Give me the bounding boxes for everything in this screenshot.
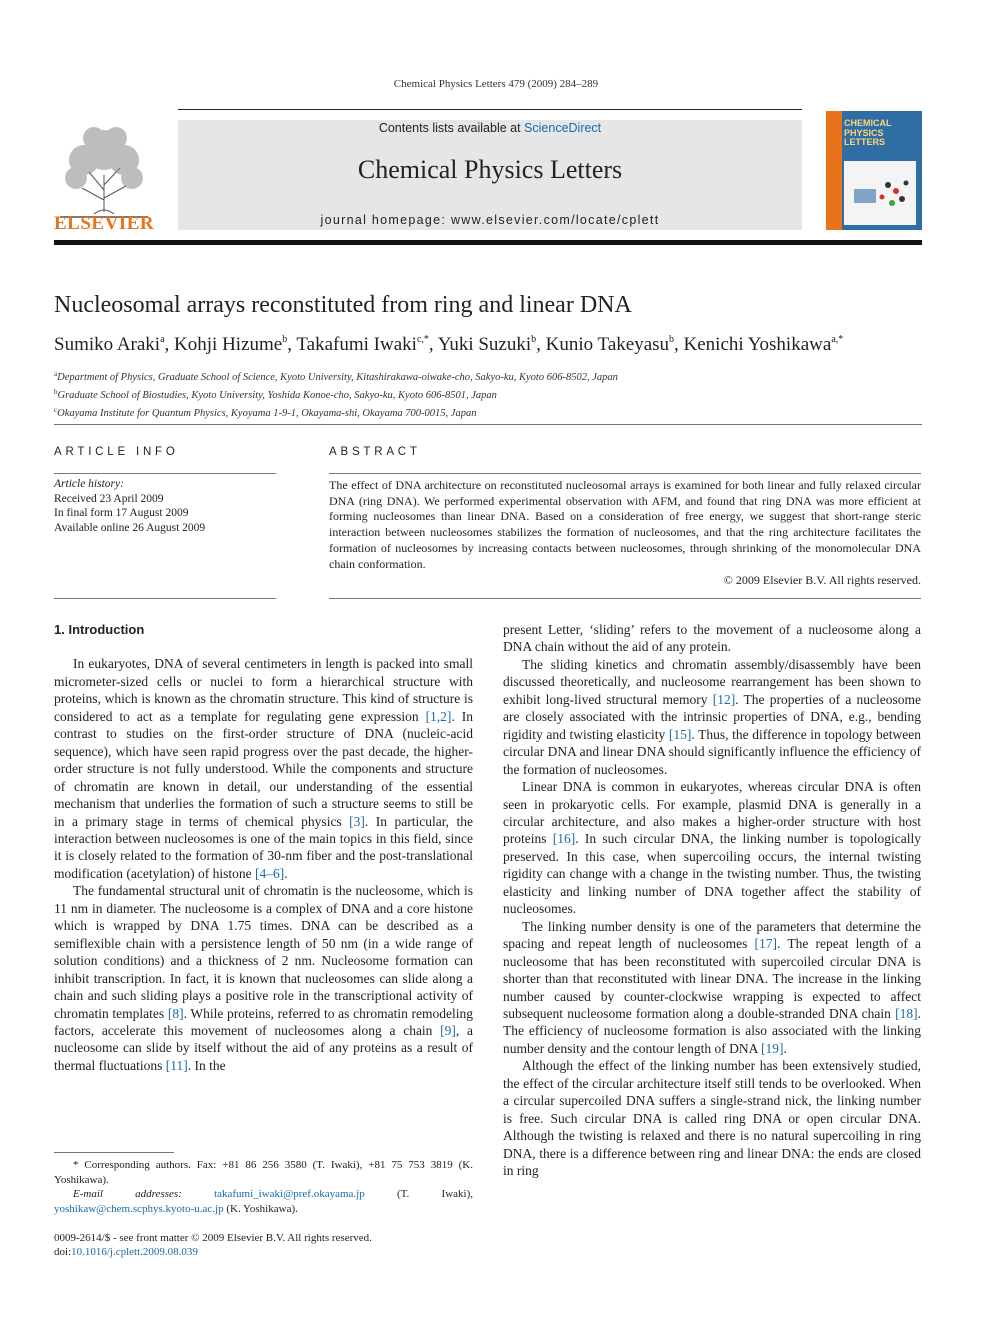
text-run: . The repeat length of a nucleosome that has been reconstituted with supercoiled circular DNA is shorter than that reconstituted with linear DNA. The increase in the linking number caused by counter-clockwise wrapping is expected to affect subsequent nucleosome formation along a double-stranded DNA chain [503,936,921,1021]
author-separator: , [428,334,438,355]
front-matter-info [54,1231,554,1259]
section-heading: 1. Introduction [54,622,145,637]
citation-link[interactable]: [12] [712,691,736,707]
email-link[interactable]: takafumi_iwaki@pref.okayama.jp [214,1188,365,1200]
author-separator: , [287,334,297,355]
author: Kenichi Yoshikawa [683,334,832,355]
citation-link[interactable]: [1,2] [425,708,452,724]
author-affil-mark[interactable]: b [669,334,675,345]
paragraph: present Letter, ‘sliding’ refers to the movement of a nucleosome along a DNA chain without the aid of any protein. [503,622,921,655]
article-info-rule [54,473,276,474]
article-history [54,477,276,535]
author-separator: , [536,334,546,355]
citation-link[interactable]: [4–6] [254,865,285,881]
doi-link[interactable]: 10.1016/j.cplett.2009.08.039 [71,1246,198,1258]
history-final-form: In final form 17 August 2009 [54,507,189,519]
abstract-copyright: © 2009 Elsevier B.V. All rights reserved. [723,573,921,587]
abstract-rule [329,473,921,474]
author: Takafumi Iwaki [296,334,417,355]
affiliation [54,367,934,385]
text-run: The linking number density is one of the parameters that determine the spacing and repeat length of nucleosomes [503,918,921,952]
cover-illustration [844,161,916,225]
text-run: The fundamental structural unit of chromatin is the nucleosome, which is 11 nm in diameter. The nucleosome is a complex of DNA and a core histone which is wrapped by DNA 1.75 times. DNA can be described as a semiflexible chain with a persistence length of 50 nm (in a wide range of solution conditions) and a thickness of 2 nm. Nucleosome formation can inhibit transcription. In fact, it is known that nucleosomes can slide along a chain and such sliding plays a positive role in the transcriptional activity of chromatin templates [54,883,473,1021]
citation-link[interactable]: [15] [668,726,692,742]
issn-line: 0009-2614/$ - see front matter © 2009 Elsevier B.V. All rights reserved. [54,1232,372,1244]
journal-homepage[interactable]: journal homepage: www.elsevier.com/locate/cplett [320,213,660,227]
footnotes [54,1158,473,1216]
affiliation-mark: b [54,388,58,396]
affiliation [54,385,934,403]
journal-name: Chemical Physics Letters [357,155,623,184]
text-run: . In contrast to studies on the first-order structure of DNA (nucleic-acid sequence), which have seen rapid progress over the past decade, the higher-order structure is not fully understood. While the components and structure of chromatin are known in detail, our understanding of the essential mechanism that underlies the formation of such a structure seems to still be in a primary stage in terms of chemical physics [54,708,474,829]
affiliation-text: Graduate School of Biostudies, Kyoto University, Yoshida Konoe-cho, Sakyo-ku, Kyoto 606-8501, Japan [57,390,497,401]
author-list [54,334,934,356]
affiliation [54,403,934,421]
body-left-column [54,621,473,1074]
paragraph: Although the effect of the linking number has been extensively studied, the effect of the circular architecture itself still tends to be overlooked. When a circular supercoiled DNA suffers a single-strand nick, the linking number is free. Such circular DNA is called ring DNA or open circular DNA. Although the twisting is relaxed and there is no natural supercoiling in ring DNA, there is a difference between ring and linear DNA: the ends are closed in ring [503,1058,921,1179]
journal-cover-image [826,111,922,230]
author: Yuki Suzuki [437,334,532,355]
author-separator: , [674,334,684,355]
paragraph [503,778,921,918]
paragraph [503,918,921,1058]
elsevier-wordmark: ELSEVIER [54,213,155,234]
author-separator: , [164,334,175,355]
email-owner: (T. Iwaki), [364,1188,473,1200]
text-run: Linear DNA is common in eukaryotes, whereas circular DNA is often seen in prokaryotic cells. For example, plasmid DNA is generally in a circular architecture, and also makes a higher-order structure with host proteins [503,779,921,847]
affiliation-text: Okayama Institute for Quantum Physics, Kyoyama 1-9-1, Okayama-shi, Okayama 700-0015, Japan [57,408,477,419]
text-run: , a nucleosome can slide by itself without the aid of any proteins as a result of thermal fluctuations [54,1022,473,1073]
text-run: . While proteins, referred to as chromatin remodeling factors, accelerate this movement of nucleosomes along a chain [54,1005,473,1038]
citation-link[interactable]: [18] [895,1005,918,1021]
affiliation-mark: c [54,406,58,414]
text-run: . In particular, the interaction between nucleosomes is one of the main topics in this field, since it is closely related to the formation of 30-nm fiber and the post-translational modification (acetylation) of histone [54,813,473,881]
corresponding-author-note: * Corresponding authors. Fax: +81 86 256 3580 (T. Iwaki), +81 75 753 3819 (K. Yoshikawa). [54,1159,473,1186]
affiliations [54,367,934,421]
article-title: Nucleosomal arrays reconstituted from ring and linear DNA [54,292,632,318]
journal-citation: Chemical Physics Letters 479 (2009) 284–289 [393,78,599,90]
paragraph [503,656,921,778]
citation-link[interactable]: [11] [165,1057,188,1073]
article-info-heading: ARTICLE INFO [54,446,179,458]
affiliation-mark: a [54,370,58,378]
author-affil-mark[interactable]: c,* [416,334,429,345]
abstract-text: The effect of DNA architecture on reconstituted nucleosomal arrays is examined for both linear and fully relaxed circular DNA (ring DNA). We performed experimental observation with AFM, and found that ring DNA was more efficient at forming nucleosomes than linear DNA. Based on a consideration of free energy, we suggest that short-range steric interaction between nucleosomes stabilizes the formation of nucleosomes, and that the ring architecture facilitates the formation of nucleosomes by increasing contacts between nucleosomes, through shrinking of the monomolecular DNA chain conformation. [329,478,921,571]
citation-link[interactable]: [16] [552,831,576,847]
text-run: . In the [187,1057,226,1073]
paragraph [54,655,473,882]
email-link[interactable]: yoshikaw@chem.scphys.kyoto-u.ac.jp [54,1202,224,1215]
cover-title: CHEMICAL PHYSICS LETTERS [844,118,892,147]
text-run: . The efficiency of nucleosome formation is also associated with the linking number density and the contour length of DNA [503,1005,921,1056]
abstract-heading: ABSTRACT [329,446,421,458]
author-affil-mark[interactable]: a,* [831,334,844,345]
body-right-column [503,621,921,1180]
text-run: . [783,1040,787,1056]
doi-line [54,1245,554,1259]
article-info-bottom-rule [54,598,276,599]
text-run: . Thus, the difference in topology between circular DNA and linear DNA should significantly influence the efficiency of the formation of nucleosomes. [503,726,921,777]
sciencedirect-link[interactable]: ScienceDirect [524,121,602,135]
history-received: Received 23 April 2009 [54,492,164,505]
footnote-rule [54,1152,174,1153]
affiliation-text: Department of Physics, Graduate School of Science, Kyoto University, Kitashirakawa-oiwake-cho, Sakyo-ku, Kyoto 606-8502, Japan [57,372,618,383]
history-online: Available online 26 August 2009 [54,521,206,534]
citation-link[interactable]: [17] [754,936,778,952]
author: Kunio Takeyasu [545,334,670,355]
text-run: The sliding kinetics and chromatin assembly/disassembly have been discussed theoretically, and nucleosome rearrangement has been shown to exhibit long-lived structural memory [503,656,921,707]
abstract-bottom-rule [329,598,921,599]
email-label: E-mail addresses: [73,1188,215,1200]
contents-prefix: Contents lists available at [378,121,525,135]
header-thick-rule [54,240,922,245]
cover-molecule-graphic [844,161,916,225]
author: Sumiko Araki [54,334,161,355]
author-affil-mark[interactable]: b [282,334,288,345]
text-run: In eukaryotes, DNA of several centimeters in length is packed into small micrometer-sized cells or nuclei to form a hierarchical structure with proteins, which is known as the chromatin structure. This kind of structure is considered to act as a template for regulating gene expression [54,656,473,724]
citation-link[interactable]: [9] [440,1022,456,1038]
history-label: Article history: [54,478,124,490]
citation-link[interactable]: [3] [349,813,365,829]
citation-link[interactable]: [8] [167,1005,184,1021]
email-owner: (K. Yoshikawa). [223,1202,298,1215]
citation-link[interactable]: [19] [760,1040,784,1056]
header-top-rule [178,109,802,110]
author-affil-mark[interactable]: a [160,334,165,345]
contents-line [178,121,802,135]
doi-label: doi: [54,1246,72,1258]
author: Kohji Hizume [174,334,283,355]
author-affil-mark[interactable]: b [531,334,537,345]
email-addresses [54,1187,473,1216]
text-run: . The properties of a nucleosome are closely associated with the intrinsic properties of DNA, e.g., bending rigidity and twisting elasticity [503,691,921,742]
text-run: . In such circular DNA, the linking number is topologically preserved. In this case, when supercoiling occurs, the internal twisting rigidity can change with a change in the twisting number. Thus, the twisting elasticity and linking number of DNA together affect the stability of nucleosomes. [503,831,921,917]
paragraph [54,882,473,1074]
cover-strip [826,111,842,230]
text-run: . [284,865,288,881]
affiliations-rule [54,424,922,425]
